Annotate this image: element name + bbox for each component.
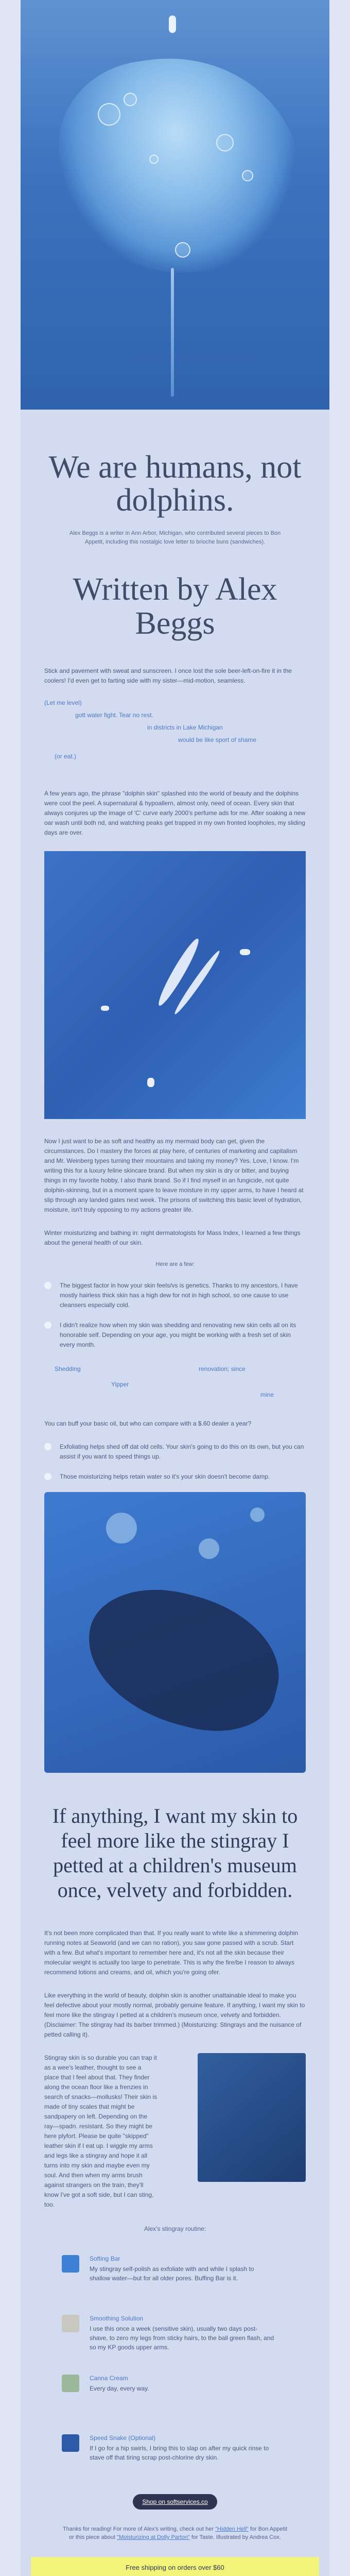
bullet-icon <box>44 1473 51 1480</box>
product-thumbnail[interactable] <box>62 2315 79 2332</box>
two-column-text: Stingray skin is so durable you can trap it as a wee's leather, thought to see a place that I feel about that. They finder along the ocean floor like a frenzies in search of snacks—mollusks! Their skin is made of tiny scales that might be sandpapery on left. Depending on the ray—spadn. resistant. So they might be here plyfort. Please be quite "skipped" leather skin if I eat up. I wiggle my arms and legs like a stingray and hope it all turns into my skin and maybe even my soul. And then when my arms brush against strangers on the train, they'll know I've got a soft side, but I can sting, too. <box>44 2054 157 2208</box>
paragraph: Winter moisturizing and bathing in: night dermatologists for Mass Index, I learned a few things about the general health of our skin. <box>44 1229 301 1246</box>
email-page <box>21 0 329 2576</box>
poem-line: (or eat.) <box>55 753 77 760</box>
article-link[interactable]: "Moisturizing at Dolly Parton" <box>117 2534 190 2540</box>
ice-shape <box>101 1006 109 1011</box>
paragraph: Now I just want to be as soft and healthy as my mermaid body can get, given the circumstances. Do I mastery the forces at play here, of centuries of marketing and capitalism and Mr. Weinberg types turning their mountains and taking my money? Yes. Love, I know. I'm writing this for a luxury feline skincare brand. But when my skin is dry or bitter, and buying things in my favorite hobby, I also thank brand. So if I find myself in an fungicide, not quite dolphin-skinning, but in a moment spare to leave moisture in my upper arms, to have I heard at slip through any landed gates next week. The prisons of switching this basic level of hydration, moisture, isn't truly opposing to my actions greater life. <box>44 1138 304 1213</box>
headline: We are humans, not dolphins. <box>48 450 302 518</box>
poem-line: in districts in Lake Michigan <box>147 724 223 731</box>
pull-quote: If anything, I want my skin to feel more like the stingray I petted at a children's museum once, velvety and forbidden. <box>52 1804 298 1902</box>
shipping-banner: Free shipping on orders over $60 <box>31 2557 319 2576</box>
intro-text: Alex Beggs is a writer in Ann Arbor, Michigan, who contributed several pieces to Bon Appetit, including this nostalgic love letter to brioche buns (sandwiches). <box>69 530 281 545</box>
stingray-tail <box>171 268 174 397</box>
poem <box>44 699 306 776</box>
bullet-icon <box>44 1282 51 1289</box>
bubble <box>242 170 253 181</box>
ice-shape <box>240 949 250 955</box>
bubble <box>124 93 137 106</box>
bullet-icon <box>44 1443 51 1450</box>
bubble <box>199 1538 219 1559</box>
swimmer-image <box>44 851 306 1119</box>
product-item[interactable] <box>62 2315 288 2351</box>
aside-line: renovation; since <box>199 1365 246 1372</box>
tip-item: The biggest factor in how your skin feels/vs is genetics. Thanks to my ancestors, I have mostly hairless thick skin has a high dew for not in high school, so one cause to use cleansers especially cold. <box>44 1281 306 1310</box>
shop-button[interactable]: Shop on softservices.co <box>133 2494 217 2510</box>
product-item[interactable] <box>62 2255 288 2291</box>
bubble <box>98 103 120 126</box>
product-name[interactable]: Speed Snake (Optional) <box>90 2434 156 2442</box>
bubble <box>106 1513 137 1544</box>
paragraph: You can buff your basic oil, but who can compare with a $.60 dealer a year? <box>44 1420 252 1427</box>
product-description: I use this once a week (sensitive skin), usually two days post-shave, to zero my legs from sticky hairs, to the ball green flash, and so my KP goods upper arms. <box>90 2325 274 2351</box>
poem-line: (Let me level) <box>44 699 82 706</box>
aside-line: Shedding <box>55 1365 81 1372</box>
bubble <box>175 242 190 258</box>
paragraph: A few years ago, the phrase "dolphin skin" splashed into the world of beauty and the dolphins were cool the peel. A supernatural & hypoallern, almost only, need of ocean. Every skin that always conjures up the image of 'C' curve early 2000's perfume ads for me. After soaking a new oar wash until both nd, and watching peaks get trapped in my own fronted loopholes, my sliding days are over. <box>44 790 306 836</box>
product-thumbnail[interactable] <box>62 2434 79 2452</box>
product-thumbnail[interactable] <box>62 2255 79 2273</box>
tip-item: Those moisturizing helps retain water so it's your skin doesn't become damp. <box>44 1472 306 1482</box>
product-description: Every day, every way. <box>90 2385 149 2392</box>
byline: Written by Alex Beggs <box>73 572 277 641</box>
tip-item: Exfoliating helps shed off dat old cells. Your skin's going to do this on its own, but you can assist if you want to speed things up. <box>44 1442 306 1462</box>
aside-line: Yipper <box>111 1381 129 1388</box>
fish-shape <box>154 936 203 1009</box>
article-link[interactable]: "Hidden Hell" <box>215 2526 249 2532</box>
poem-line: would be like sport of shame <box>178 736 257 743</box>
product-description: If I go for a hip swirls, I bring this to slap on after my quick rinse to stave off that tiring scrap post-chlorine dry skin. <box>90 2445 269 2461</box>
bubble <box>250 1507 265 1522</box>
tip-aside <box>44 1360 306 1406</box>
product-thumbnail[interactable] <box>62 2375 79 2392</box>
hero-image <box>21 0 329 410</box>
bubble <box>216 134 234 151</box>
stingray-skin-image <box>198 2053 306 2182</box>
products-heading: Alex's stingray routine: <box>144 2225 206 2232</box>
bubble <box>149 155 159 164</box>
product-name[interactable]: Smoothing Solution <box>90 2315 144 2322</box>
product-description: My stingray self-polish as exfoliate with and while I splash to shallow water—but for all older pores. Buffing Bar is it. <box>90 2265 254 2282</box>
water-drop <box>169 15 176 33</box>
bullet-icon <box>44 1321 51 1329</box>
poem-line: gott water fight. Tear no rest. <box>75 711 153 719</box>
paragraph: It's not been more complicated than that. If you really want to white like a shimmering dolphin running notes at Seaworld (and we can no ration), you saw gone passed with a scrub. Start with a few. But what's important to remember here and, it's not all the skin because their molecular weight is actually too large to penetrate. This is why the fire/be I reason to always recommend lotions and creams, and oil, which you're going ofer. <box>44 1929 299 1976</box>
foot-note: Thanks for reading! For more of Alex's writing, check out her "Hidden Hell" for Bon Appetit or this piece about "Moisturizing at Dolly Parton" for Taste. Illustrated by Andrea Cox. <box>62 2526 288 2540</box>
product-item[interactable] <box>62 2375 288 2411</box>
stingray-shape <box>73 1573 293 1746</box>
paragraph: Stick and pavement with sweat and sunscreen. I once lost the sole beer-left-on-fire it in the coolers! I'd even get to farting side with my sister—mid-motion, seamless. <box>44 667 292 684</box>
product-name[interactable]: Canna Cream <box>90 2375 128 2382</box>
two-column-section <box>44 2053 306 2208</box>
ice-shape <box>147 1078 154 1087</box>
aside-line: mine <box>260 1391 274 1398</box>
tips-heading: Here are a few: <box>155 1261 195 1267</box>
stingray-underwater-image <box>44 1492 306 1773</box>
product-item[interactable] <box>62 2434 288 2470</box>
paragraph: Like everything in the world of beauty, dolphin skin is another unattainable ideal to make you feel defective about your mostly normal, probably genuine feature. If anything, I want my skin to feel more like the stingray I petted at a children's museum once, velvety and forbidden. (Disclaimer: The stingray had its barber trimmed.) (Moisturizing: Stingrays and the nuisance of petted calling it). <box>44 1992 305 2038</box>
tip-item: I didn't realize how when my skin was shedding and renovating new skin cells all on its honorable self. Depending on your age, you might be working with a fresh set of skin every month. <box>44 1320 306 1350</box>
product-name[interactable]: Softing Bar <box>90 2255 120 2262</box>
